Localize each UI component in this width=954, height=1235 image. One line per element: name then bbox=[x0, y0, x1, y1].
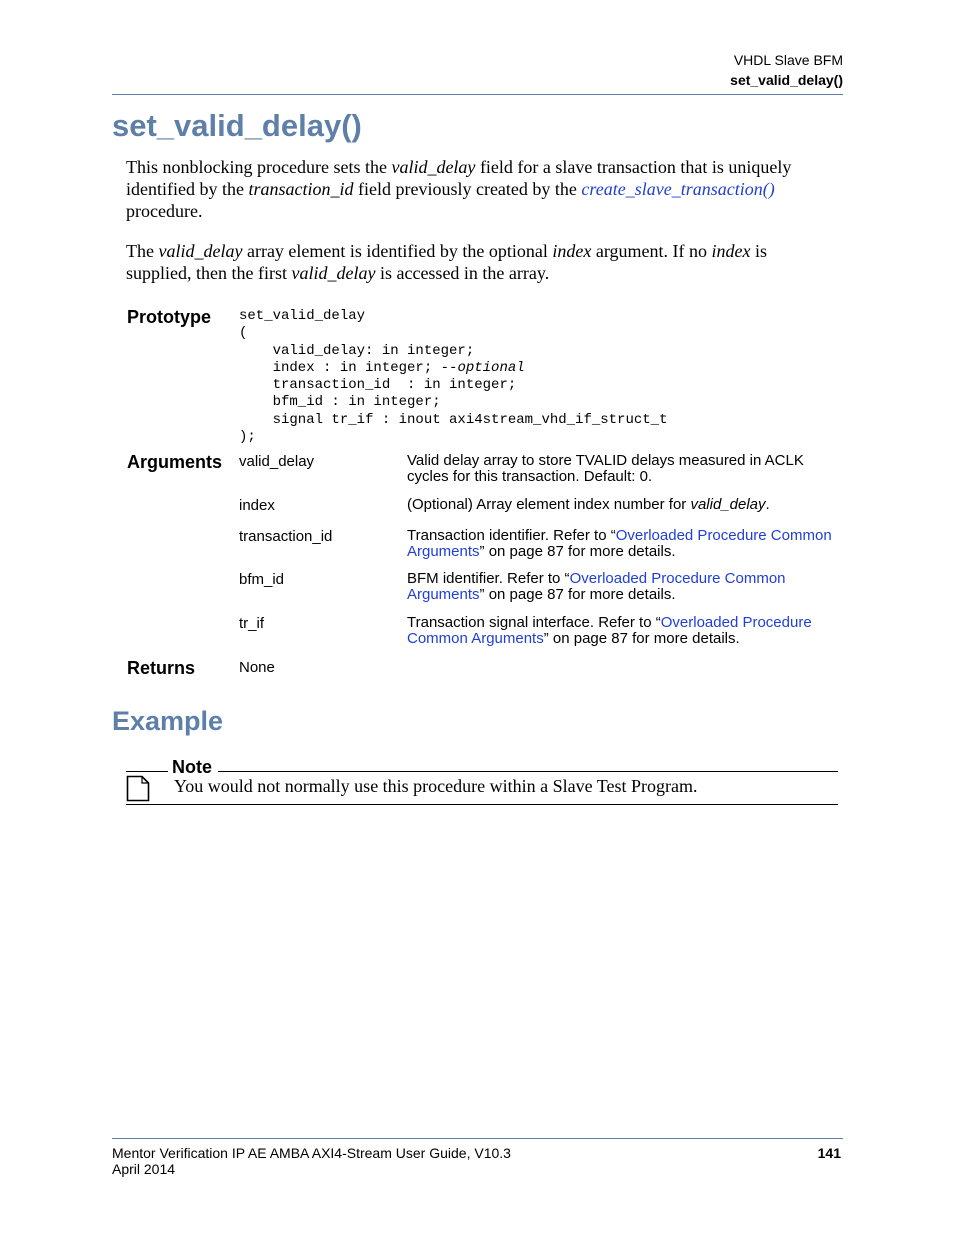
code-line: signal tr_if : inout axi4stream_vhd_if_struct_t bbox=[239, 411, 668, 428]
create-slave-transaction-link[interactable]: create_slave_transaction() bbox=[581, 179, 775, 199]
field-name: valid_delay bbox=[291, 263, 376, 283]
text-run: is accessed in the array. bbox=[375, 263, 550, 283]
note-rule-right bbox=[218, 771, 838, 772]
code-line: bfm_id : in integer; bbox=[239, 394, 441, 411]
field-name: index bbox=[711, 241, 751, 261]
arg-desc-bfm-id bbox=[407, 571, 837, 603]
arg-desc-index bbox=[407, 497, 837, 513]
arg-name-tr-if: tr_if bbox=[239, 615, 265, 632]
arguments-label: Arguments bbox=[127, 452, 223, 472]
text-run: . bbox=[765, 496, 770, 513]
arg-desc-valid-delay: Valid delay array to store TVALID delays measured in ACLK cycles for this transaction. Default: 0. bbox=[407, 452, 804, 485]
intro-paragraph-2 bbox=[126, 240, 826, 284]
returns-label: Returns bbox=[127, 658, 196, 678]
note-icon bbox=[126, 775, 150, 802]
overloaded-procedure-link[interactable]: Overloaded Procedure Common Arguments bbox=[407, 570, 786, 603]
footer-date: April 2014 bbox=[112, 1161, 176, 1177]
code-line: transaction_id : in integer; bbox=[239, 377, 517, 394]
text-run: field previously created by the bbox=[353, 179, 582, 199]
arg-name-bfm-id: bfm_id bbox=[239, 571, 285, 588]
text-run: procedure. bbox=[126, 201, 203, 221]
arg-name-transaction-id: transaction_id bbox=[239, 528, 333, 545]
text-run: This nonblocking procedure sets the bbox=[126, 157, 392, 177]
running-header-topic: set_valid_delay() bbox=[730, 72, 843, 88]
text-run: BFM identifier. Refer to “ bbox=[407, 570, 570, 587]
field-name: index bbox=[552, 241, 592, 261]
text-run: ” on page 87 for more details. bbox=[479, 586, 676, 603]
text-run: (Optional) Array element index number for bbox=[407, 496, 691, 513]
intro-paragraph-1 bbox=[126, 156, 826, 222]
field-name: valid_delay bbox=[158, 241, 243, 261]
note-label: Note bbox=[172, 757, 212, 777]
code-comment: --optional bbox=[440, 359, 525, 376]
text-run: Transaction identifier. Refer to “ bbox=[407, 527, 616, 544]
page-number: 141 bbox=[817, 1145, 841, 1161]
arg-desc-transaction-id bbox=[407, 528, 837, 560]
arg-desc-tr-if bbox=[407, 615, 837, 647]
code-line: index : in integer; bbox=[239, 359, 441, 376]
text-run: The bbox=[126, 241, 159, 261]
text-run: field for a slave transaction that is uniquely identified by the bbox=[126, 157, 792, 199]
field-name: valid_delay bbox=[690, 496, 766, 513]
footer-doc-title: Mentor Verification IP AE AMBA AXI4-Stream User Guide, V10.3 bbox=[112, 1145, 511, 1161]
code-line: ); bbox=[239, 429, 256, 446]
page-title: set_valid_delay() bbox=[112, 108, 362, 143]
note-text: You would not normally use this procedure within a Slave Test Program. bbox=[174, 776, 698, 796]
code-line: ( bbox=[239, 325, 248, 342]
arg-name-valid-delay: valid_delay bbox=[239, 453, 315, 470]
footer-rule bbox=[112, 1138, 843, 1139]
header-rule bbox=[112, 94, 843, 95]
arg-name-index: index bbox=[239, 497, 275, 514]
overloaded-procedure-link[interactable]: Overloaded Procedure Common Arguments bbox=[407, 527, 832, 560]
text-run: Transaction signal interface. Refer to “ bbox=[407, 614, 661, 631]
prototype-label: Prototype bbox=[127, 307, 212, 327]
text-run: is supplied, then the first bbox=[126, 241, 767, 283]
note-rule-left bbox=[126, 771, 168, 772]
returns-value: None bbox=[239, 659, 275, 676]
text-run: argument. If no bbox=[591, 241, 712, 261]
field-name: valid_delay bbox=[391, 157, 476, 177]
code-line: set_valid_delay bbox=[239, 308, 366, 324]
overloaded-procedure-link[interactable]: Overloaded Procedure Common Arguments bbox=[407, 614, 812, 647]
running-header-section: VHDL Slave BFM bbox=[733, 52, 843, 68]
code-line: valid_delay: in integer; bbox=[239, 342, 475, 359]
example-heading: Example bbox=[112, 706, 224, 736]
text-run: ” on page 87 for more details. bbox=[543, 630, 740, 647]
text-run: array element is identified by the optional bbox=[242, 241, 553, 261]
text-run: ” on page 87 for more details. bbox=[479, 543, 676, 560]
note-rule-bottom bbox=[126, 804, 838, 805]
field-name: transaction_id bbox=[248, 179, 354, 199]
prototype-code bbox=[239, 308, 667, 446]
